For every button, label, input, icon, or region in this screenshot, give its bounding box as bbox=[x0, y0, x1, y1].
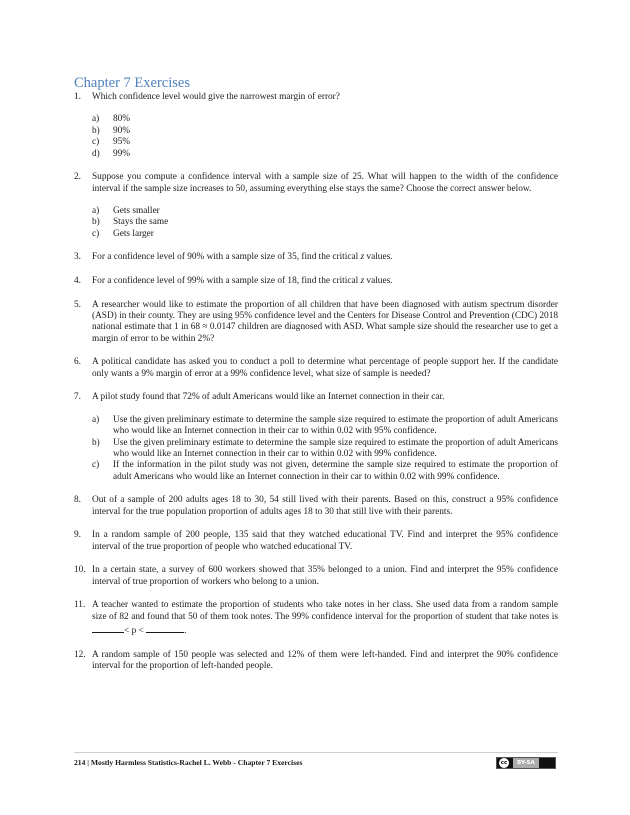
answer-option: b) 90% bbox=[92, 125, 131, 136]
question-4 bbox=[74, 276, 558, 287]
question-3 bbox=[74, 252, 558, 263]
question-number: 3. bbox=[74, 252, 81, 263]
question-12 bbox=[74, 650, 558, 673]
answer-option: a) 80% bbox=[92, 114, 131, 125]
answer-option: c) 95% bbox=[92, 137, 131, 148]
answer-option: d) 99% bbox=[92, 148, 131, 159]
question-2 bbox=[74, 172, 558, 240]
question-number: 8. bbox=[74, 495, 81, 506]
question-6 bbox=[74, 357, 558, 380]
question-text: For a confidence level of 99% with a sample size of 18, find the critical z values. bbox=[92, 276, 393, 287]
sub-question: b) Use the given preliminary estimate to determine the sample size required to estimate the proportion of adult Americans who would like an Internet connection in their car to within 0.02 with 99% confidence. bbox=[92, 437, 558, 460]
question-8 bbox=[74, 495, 558, 518]
question-number: 7. bbox=[74, 392, 81, 403]
question-text: Which confidence level would give the narrowest margin of error? bbox=[92, 92, 340, 102]
question-11 bbox=[74, 600, 558, 637]
question-text: For a confidence level of 90% with a sample size of 35, find the critical z values. bbox=[92, 252, 393, 263]
question-number: 2. bbox=[74, 172, 81, 183]
question-text: Suppose you compute a confidence interval with a sample size of 25. What will happen to the width of the confidence interval if the sample size increases to 50, assuming everything else stays the same? Choose the correct answer below. bbox=[92, 172, 558, 194]
answer-blank-lower bbox=[92, 623, 124, 633]
question-text: In a random sample of 200 people, 135 said that they watched educational TV. Find and interpret the 95% confidence interval of the true proportion of people who watched educational TV. bbox=[92, 530, 558, 552]
question-9 bbox=[74, 530, 558, 553]
license-label: BY-SA bbox=[513, 758, 539, 768]
question-text: A teacher wanted to estimate the proportion of students who take notes in her class. She used data from a random sample size of 82 and found that 50 of them took notes. The 99% confidence interval for the proportion of student that take notes is < p < . bbox=[92, 600, 558, 637]
sub-questions bbox=[92, 415, 558, 483]
answer-options bbox=[92, 206, 558, 240]
question-1 bbox=[74, 92, 558, 160]
license-badge bbox=[496, 757, 556, 769]
question-text: Out of a sample of 200 adults ages 18 to 30, 54 still lived with their parents. Based on this, construct a 95% confidence interval for the true population proportion of adults ages 18 to 30 that still live with their parents. bbox=[92, 495, 558, 517]
footer-divider bbox=[74, 752, 558, 753]
question-10 bbox=[74, 565, 558, 588]
sub-question: a) Use the given preliminary estimate to determine the sample size required to estimate the proportion of adult Americans who would like an Internet connection in their car to within 0.02 with 95% confidence. bbox=[92, 414, 558, 437]
question-number: 1. bbox=[74, 92, 81, 102]
exercise-content bbox=[74, 76, 558, 673]
question-text: In a certain state, a survey of 600 workers showed that 35% belonged to a union. Find and interpret the 95% confidence interval of true proportion of workers who belong to a union. bbox=[92, 565, 558, 587]
answer-option: a) Gets smaller bbox=[92, 206, 160, 217]
question-number: 10. bbox=[74, 565, 86, 576]
question-number: 12. bbox=[74, 649, 86, 660]
question-text: A researcher would like to estimate the proportion of all children that have been diagnosed with autism spectrum disorder (ASD) in their county. They are using 95% confidence level and the Centers for Disease Control and Prevention (CDC) 2018 national estimate that 1 in 68 ≈ 0.0147 children are diagnosed with ASD. What sample size should the researcher use to get a margin of error to be within 2%? bbox=[92, 299, 558, 344]
question-number: 9. bbox=[74, 530, 81, 541]
page-footer: 214 | Mostly Harmless Statistics-Rachel L. Webb - Chapter 7 Exercises bbox=[74, 758, 303, 767]
question-7 bbox=[74, 392, 558, 483]
chapter-title: Chapter 7 Exercises bbox=[74, 75, 190, 91]
question-text: A political candidate has asked you to conduct a poll to determine what percentage of people support her. If the candidate only wants a 9% margin of error at a 99% confidence level, what size of sample is needed? bbox=[92, 357, 558, 379]
question-5 bbox=[74, 300, 558, 346]
question-text: A random sample of 150 people was selected and 12% of them were left-handed. Find and interpret the 90% confidence interval for the proportion of left-handed people. bbox=[92, 649, 558, 672]
question-text: A pilot study found that 72% of adult Americans would like an Internet connection in their car. bbox=[92, 392, 445, 403]
question-number: 5. bbox=[74, 299, 81, 310]
answer-blank-upper bbox=[146, 623, 184, 633]
question-number: 11. bbox=[74, 600, 86, 611]
sub-question: c) If the information in the pilot study was not given, determine the sample size required to estimate the proportion of adult Americans who would like an Internet connection in their car to within 0.02 with 99% confidence. bbox=[92, 460, 558, 482]
question-number: 6. bbox=[74, 357, 81, 368]
question-number: 4. bbox=[74, 276, 81, 287]
creative-commons-icon: cc bbox=[500, 760, 508, 766]
answer-option: b) Stays the same bbox=[92, 217, 169, 228]
answer-option: c) Gets larger bbox=[92, 228, 154, 239]
answer-options bbox=[92, 114, 558, 160]
